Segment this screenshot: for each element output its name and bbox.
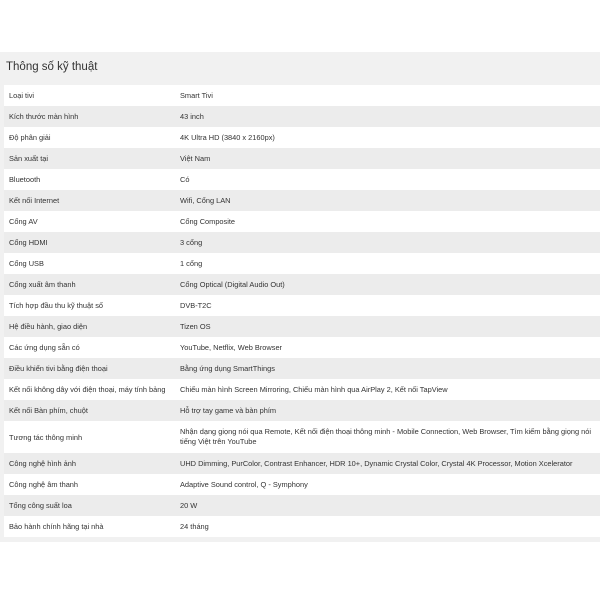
spec-value: Tizen OS [180, 321, 211, 331]
spec-value: Adaptive Sound control, Q - Symphony [180, 479, 308, 489]
spec-value: Smart Tivi [180, 90, 213, 100]
spec-label: Loại tivi [9, 91, 35, 100]
spec-label: Công nghệ hình ảnh [9, 459, 76, 468]
specifications-panel [0, 52, 600, 542]
spec-value: 24 tháng [180, 521, 209, 531]
spec-row-warranty [4, 516, 600, 537]
spec-value: Chiếu màn hình Screen Mirroring, Chiếu màn hình qua AirPlay 2, Kết nối TapView [180, 384, 448, 394]
spec-value: Bằng ứng dụng SmartThings [180, 363, 275, 373]
spec-label: Hệ điều hành, giao diện [9, 322, 88, 331]
spec-label: Tổng công suất loa [9, 501, 72, 510]
spec-value: 43 inch [180, 111, 204, 121]
spec-row-tv-type [4, 85, 600, 106]
spec-value: Có [180, 174, 190, 184]
spec-row-apps [4, 337, 600, 358]
spec-value: 4K Ultra HD (3840 x 2160px) [180, 132, 275, 142]
spec-value: YouTube, Netflix, Web Browser [180, 342, 283, 352]
panel-title: Thông số kỹ thuật [0, 52, 600, 82]
spec-row-usb [4, 253, 600, 274]
spec-label: Cổng USB [9, 259, 44, 268]
spec-value: Việt Nam [180, 153, 211, 163]
spec-row-speaker-power [4, 495, 600, 516]
spec-value: 20 W [180, 500, 198, 510]
spec-value: Nhận dạng giọng nói qua Remote, Kết nối điện thoại thông minh - Mobile Connection, Web Browser, Tìm kiếm bằng giọng nói tiếng Việt trên YouTube [180, 427, 591, 446]
spec-value: Hỗ trợ tay game và bàn phím [180, 405, 277, 415]
spec-label: Bluetooth [9, 175, 41, 184]
spec-row-digital-tuner [4, 295, 600, 316]
spec-label: Các ứng dụng sẵn có [9, 343, 80, 352]
spec-label: Điều khiển tivi bằng điện thoại [9, 364, 108, 373]
spec-label: Cổng xuất âm thanh [9, 280, 76, 289]
spec-row-hdmi [4, 232, 600, 253]
spec-label: Kết nối Internet [9, 196, 60, 205]
spec-row-av-port [4, 211, 600, 232]
spec-row-resolution [4, 127, 600, 148]
spec-label: Cổng AV [9, 217, 38, 226]
spec-label: Kết nối không dây với điện thoại, máy tính bảng [9, 385, 166, 394]
spec-row-phone-control [4, 358, 600, 379]
spec-label: Bảo hành chính hãng tại nhà [9, 522, 104, 531]
spec-label: Sản xuất tại [9, 154, 49, 163]
spec-row-sound-tech [4, 474, 600, 495]
spec-row-screen-size [4, 106, 600, 127]
spec-value: Wifi, Cổng LAN [180, 195, 231, 205]
spec-label: Cổng HDMI [9, 238, 48, 247]
spec-value: Cổng Composite [180, 216, 236, 226]
spec-value: DVB-T2C [180, 300, 212, 310]
spec-value: UHD Dimming, PurColor, Contrast Enhancer, HDR 10+, Dynamic Crystal Color, Crystal 4K Processor, Motion Xcelerator [180, 458, 573, 468]
spec-label: Tích hợp đầu thu kỹ thuật số [9, 301, 103, 310]
spec-label: Độ phân giải [9, 133, 51, 142]
spec-row-internet [4, 190, 600, 211]
spec-row-bluetooth [4, 169, 600, 190]
spec-value: Cổng Optical (Digital Audio Out) [180, 279, 285, 289]
spec-row-picture-tech [4, 453, 600, 474]
spec-row-os [4, 316, 600, 337]
spec-label: Công nghệ âm thanh [9, 480, 79, 489]
spec-row-made-in [4, 148, 600, 169]
spec-row-wireless [4, 379, 600, 400]
spec-label: Kết nối Bàn phím, chuột [9, 406, 88, 415]
spec-row-smart-interaction [4, 421, 600, 453]
spec-row-audio-out [4, 274, 600, 295]
spec-row-keyboard-mouse [4, 400, 600, 421]
spec-table [4, 85, 600, 537]
spec-label: Kích thước màn hình [9, 112, 79, 121]
spec-value: 3 cổng [180, 237, 203, 247]
spec-value: 1 cổng [180, 258, 203, 268]
spec-label: Tương tác thông minh [9, 432, 83, 442]
